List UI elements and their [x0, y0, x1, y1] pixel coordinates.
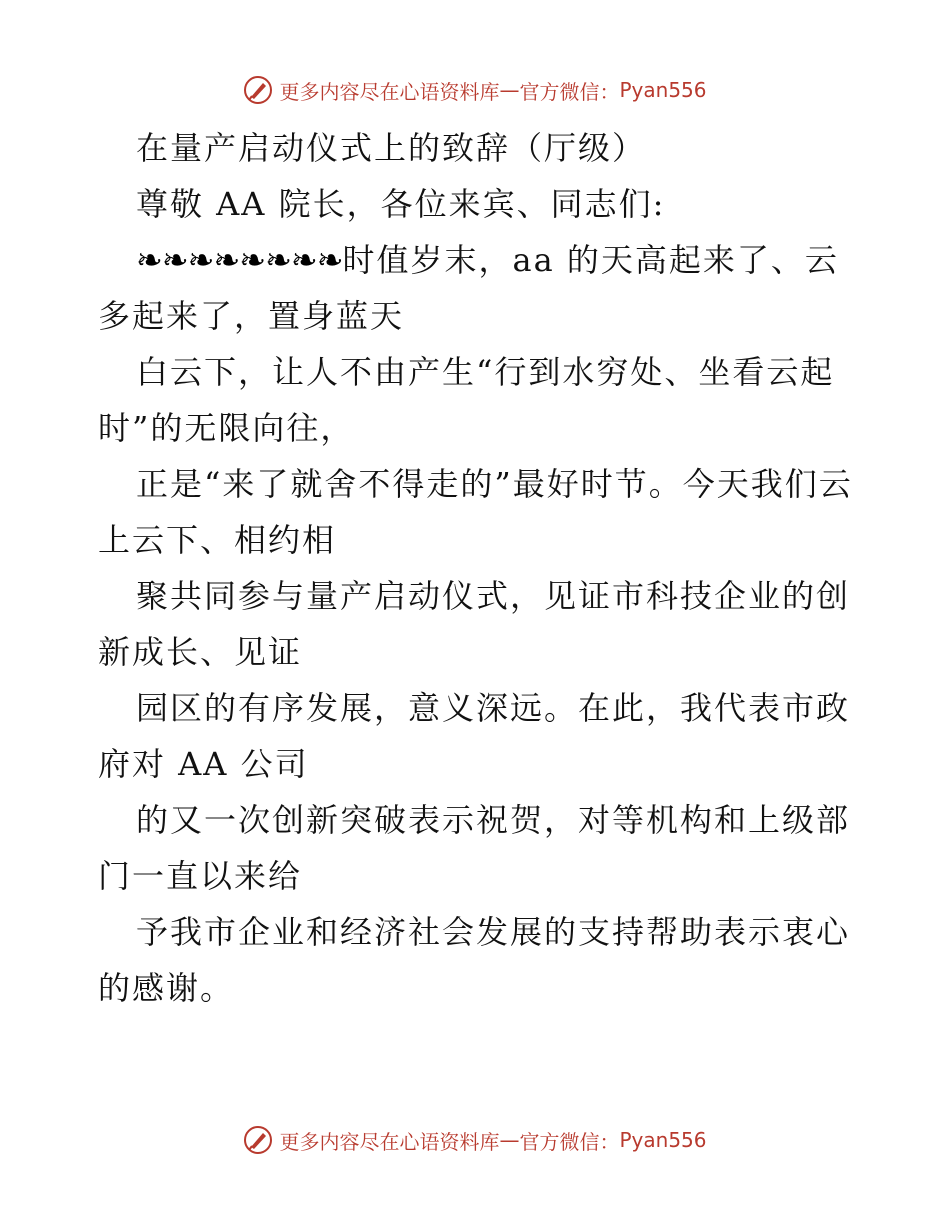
header-site-text: 更多内容尽在心语资料库: [279, 79, 500, 104]
footer-wechat-label: 官方微信：: [519, 1129, 620, 1154]
paragraph-1-text: 时值岁末，aa 的天高起来了、云多起来了，置身蓝天: [98, 241, 839, 335]
document-title: 在量产启动仪式上的致辞（厅级）: [136, 129, 647, 167]
header-wechat-id: Pyan556: [619, 78, 707, 102]
quill-logo-icon: [243, 75, 273, 105]
paragraph-5: 园区的有序发展，意义深远。在此，我代表市政府对 AA 公司: [98, 689, 851, 783]
paragraph-4: 聚共同参与量产启动仪式，见证市科技企业的创新成长、见证: [98, 577, 851, 671]
paragraph-7: 予我市企业和经济社会发展的支持帮助表示衷心的感谢。: [98, 913, 851, 1007]
quill-logo-icon: [243, 1125, 273, 1155]
paragraph-1: [98, 232, 858, 344]
footer-site-text: 更多内容尽在心语资料库: [279, 1129, 500, 1154]
header-wechat-label: 官方微信：: [519, 79, 620, 104]
header-banner: [0, 70, 950, 110]
header-dash: —: [499, 78, 520, 102]
footer-banner: [0, 1120, 950, 1160]
footer-wechat-id: Pyan556: [619, 1128, 707, 1152]
document-body: [98, 120, 858, 1016]
paragraph-2: 白云下，让人不由产生“行到水穷处、坐看云起时”的无限向往，: [98, 353, 835, 447]
paragraph-6: 的又一次创新突破表示祝贺，对等机构和上级部门一直以来给: [98, 801, 851, 895]
ornament-glyphs: ❧❧❧❧❧❧❧❧: [136, 241, 343, 279]
document-salutation: 尊敬 AA 院长，各位来宾、同志们:: [136, 185, 666, 223]
paragraph-3: 正是“来了就舍不得走的”最好时节。今天我们云上云下、相约相: [98, 465, 853, 559]
footer-dash: —: [499, 1128, 520, 1152]
